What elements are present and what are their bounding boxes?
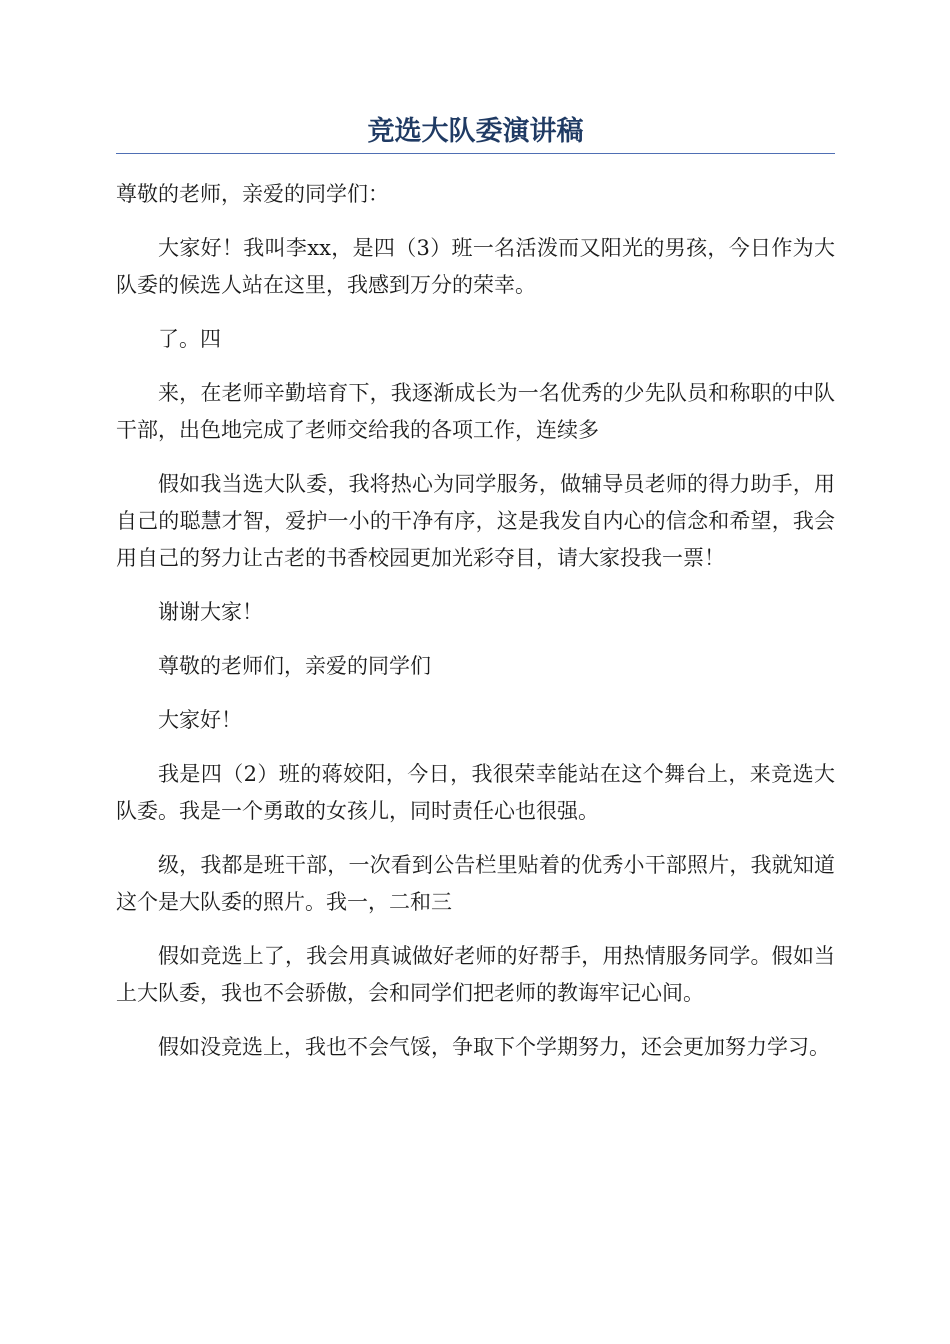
paragraph: 大家好！我叫李xx，是四（3）班一名活泼而又阳光的男孩，今日作为大队委的候选人站在这里，我感到万分的荣幸。: [116, 236, 835, 297]
paragraph: 谢谢大家！: [158, 600, 263, 624]
paragraph: 我是四（2）班的蒋姣阳，今日，我很荣幸能站在这个舞台上，来竞选大队委。我是一个勇敢的女孩儿，同时责任心也很强。: [116, 762, 835, 823]
paragraph: 级，我都是班干部，一次看到公告栏里贴着的优秀小干部照片，我就知道这个是大队委的照片。我一，二和三: [116, 853, 835, 914]
paragraph: 假如没竞选上，我也不会气馁，争取下个学期努力，还会更加努力学习。: [158, 1035, 830, 1059]
paragraph: 了。四: [158, 327, 221, 351]
paragraph: 假如我当选大队委，我将热心为同学服务，做辅导员老师的得力助手，用自己的聪慧才智，爱护一小的干净有序，这是我发自内心的信念和希望，我会用自己的努力让古老的书香校园更加光彩夺目，请大家投我一票！: [116, 472, 835, 570]
title-underline: [116, 153, 835, 154]
paragraph: 大家好！: [158, 708, 242, 732]
paragraph: 尊敬的老师们，亲爱的同学们: [158, 654, 431, 678]
paragraph: 来，在老师辛勤培育下，我逐渐成长为一名优秀的少先队员和称职的中队干部，出色地完成了老师交给我的各项工作，连续多: [116, 381, 835, 442]
paragraph: 假如竞选上了，我会用真诚做好老师的好帮手，用热情服务同学。假如当上大队委，我也不会骄傲，会和同学们把老师的教诲牢记心间。: [116, 944, 835, 1005]
page-title: 竞选大队委演讲稿: [367, 116, 584, 147]
document-body: [116, 176, 835, 1083]
salutation: 尊敬的老师，亲爱的同学们：: [116, 182, 389, 206]
